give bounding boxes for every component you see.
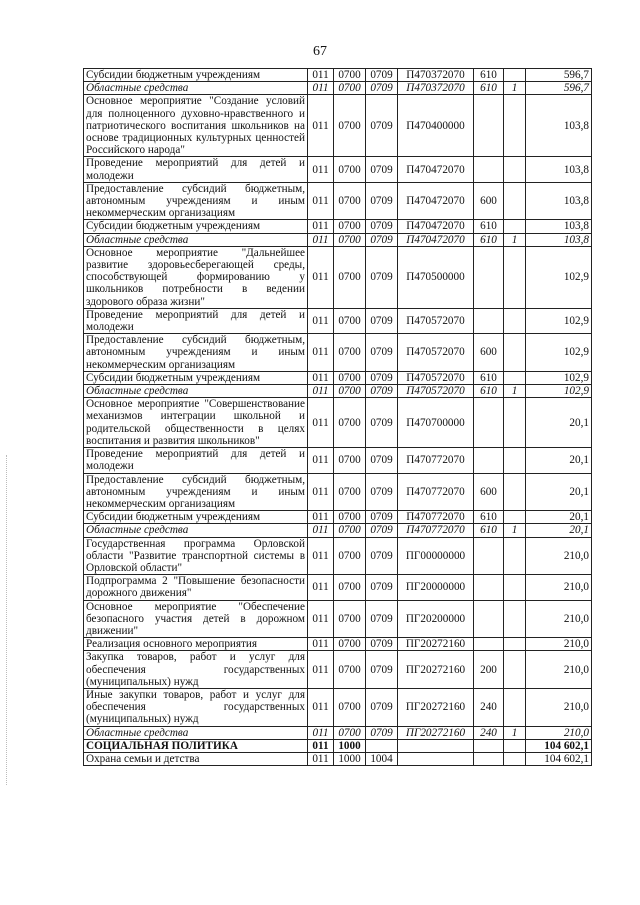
row-target-article-code: П470772070 [398, 511, 474, 524]
row-amount: 102,9 [526, 385, 592, 398]
row-section-code: 0700 [334, 473, 366, 511]
row-target-article-code: ПГ20000000 [398, 575, 474, 600]
row-funding-code: 1 [504, 524, 526, 537]
margin-marks [6, 455, 9, 785]
row-name: Областные средства [84, 726, 308, 739]
row-subsection-code: 0709 [366, 726, 398, 739]
row-target-article-code: П470772070 [398, 473, 474, 511]
row-funding-code [504, 575, 526, 600]
row-subsection-code: 0709 [366, 575, 398, 600]
row-name: Субсидии бюджетным учреждениям [84, 69, 308, 82]
row-subsection-code: 0709 [366, 233, 398, 246]
row-section-code: 0700 [334, 398, 366, 448]
row-subsection-code: 0709 [366, 600, 398, 638]
row-funding-code [504, 600, 526, 638]
row-amount: 103,8 [526, 95, 592, 157]
row-amount: 102,9 [526, 246, 592, 308]
row-subsection-code: 0709 [366, 638, 398, 651]
table-row [84, 448, 592, 473]
row-subsection-code: 0709 [366, 308, 398, 333]
table-row [84, 511, 592, 524]
row-name: Охрана семьи и детства [84, 752, 308, 765]
row-funding-code [504, 220, 526, 233]
row-subsection-code [366, 739, 398, 752]
row-ministry-code: 011 [308, 739, 334, 752]
row-section-code: 0700 [334, 246, 366, 308]
row-subsection-code: 0709 [366, 95, 398, 157]
table-row [84, 600, 592, 638]
row-amount: 103,8 [526, 157, 592, 182]
row-ministry-code: 011 [308, 726, 334, 739]
row-expense-type-code [474, 157, 504, 182]
table-row [84, 752, 592, 765]
row-funding-code [504, 739, 526, 752]
row-ministry-code: 011 [308, 69, 334, 82]
row-target-article-code: П470700000 [398, 398, 474, 448]
row-ministry-code: 011 [308, 651, 334, 689]
row-funding-code [504, 511, 526, 524]
row-amount: 210,0 [526, 638, 592, 651]
row-section-code: 0700 [334, 511, 366, 524]
row-expense-type-code: 240 [474, 688, 504, 726]
row-subsection-code: 0709 [366, 537, 398, 575]
row-section-code: 0700 [334, 220, 366, 233]
row-funding-code: 1 [504, 385, 526, 398]
row-subsection-code: 0709 [366, 385, 398, 398]
row-section-code: 0700 [334, 600, 366, 638]
row-expense-type-code: 600 [474, 334, 504, 372]
row-name: Основное мероприятие "Создание условий для полноценного духовно-нравственного и патриотического воспитания школьников на основе традиционных культурных ценностей Российского народа" [84, 95, 308, 157]
row-target-article-code: П470572070 [398, 334, 474, 372]
row-ministry-code: 011 [308, 246, 334, 308]
row-funding-code [504, 95, 526, 157]
row-ministry-code: 011 [308, 752, 334, 765]
row-subsection-code: 1004 [366, 752, 398, 765]
row-target-article-code: ПГ20272160 [398, 651, 474, 689]
row-expense-type-code: 600 [474, 182, 504, 220]
row-section-code: 0700 [334, 524, 366, 537]
row-ministry-code: 011 [308, 448, 334, 473]
row-name: Иные закупки товаров, работ и услуг для обеспечения государственных (муниципальных) нужд [84, 688, 308, 726]
row-ministry-code: 011 [308, 688, 334, 726]
row-target-article-code: П470572070 [398, 371, 474, 384]
table-row [84, 739, 592, 752]
row-target-article-code: П470472070 [398, 182, 474, 220]
row-ministry-code: 011 [308, 473, 334, 511]
row-amount: 596,7 [526, 82, 592, 95]
row-funding-code [504, 398, 526, 448]
row-subsection-code: 0709 [366, 334, 398, 372]
row-expense-type-code [474, 537, 504, 575]
row-amount: 20,1 [526, 524, 592, 537]
row-funding-code [504, 651, 526, 689]
row-target-article-code: П470572070 [398, 308, 474, 333]
row-section-code: 0700 [334, 95, 366, 157]
row-target-article-code: П470472070 [398, 157, 474, 182]
row-name: Областные средства [84, 233, 308, 246]
row-target-article-code: П470400000 [398, 95, 474, 157]
table-row [84, 398, 592, 448]
row-name: Проведение мероприятий для детей и молодежи [84, 308, 308, 333]
row-ministry-code: 011 [308, 95, 334, 157]
row-expense-type-code [474, 638, 504, 651]
row-amount: 210,0 [526, 600, 592, 638]
row-funding-code [504, 638, 526, 651]
row-subsection-code: 0709 [366, 651, 398, 689]
table-row [84, 537, 592, 575]
row-ministry-code: 011 [308, 371, 334, 384]
row-amount: 210,0 [526, 688, 592, 726]
row-target-article-code: П470772070 [398, 524, 474, 537]
row-funding-code [504, 688, 526, 726]
row-target-article-code: ПГ20272160 [398, 688, 474, 726]
row-funding-code: 1 [504, 726, 526, 739]
row-expense-type-code: 200 [474, 651, 504, 689]
table-row [84, 246, 592, 308]
row-subsection-code: 0709 [366, 398, 398, 448]
row-name: Основное мероприятие "Обеспечение безопасного участия детей в дорожном движении" [84, 600, 308, 638]
row-target-article-code: П470500000 [398, 246, 474, 308]
row-target-article-code: ПГ00000000 [398, 537, 474, 575]
table-row [84, 688, 592, 726]
page-number: 67 [313, 44, 327, 59]
row-name: Предоставление субсидий бюджетным, автономным учреждениям и иным некоммерческим организациям [84, 334, 308, 372]
row-expense-type-code [474, 448, 504, 473]
row-section-code: 0700 [334, 537, 366, 575]
row-subsection-code: 0709 [366, 157, 398, 182]
row-name: Закупка товаров, работ и услуг для обеспечения государственных (муниципальных) нужд [84, 651, 308, 689]
table-row [84, 575, 592, 600]
row-name: Предоставление субсидий бюджетным, автономным учреждениям и иным некоммерческим организациям [84, 182, 308, 220]
row-expense-type-code: 610 [474, 82, 504, 95]
row-ministry-code: 011 [308, 575, 334, 600]
row-amount: 104 602,1 [526, 752, 592, 765]
row-expense-type-code [474, 95, 504, 157]
row-expense-type-code [474, 752, 504, 765]
table-row [84, 385, 592, 398]
table-row [84, 651, 592, 689]
row-section-code: 0700 [334, 575, 366, 600]
row-target-article-code: ПГ20200000 [398, 600, 474, 638]
row-ministry-code: 011 [308, 511, 334, 524]
table-row [84, 182, 592, 220]
table-row [84, 233, 592, 246]
row-ministry-code: 011 [308, 82, 334, 95]
row-expense-type-code: 610 [474, 69, 504, 82]
row-expense-type-code [474, 246, 504, 308]
row-target-article-code: П470472070 [398, 220, 474, 233]
row-funding-code [504, 308, 526, 333]
row-subsection-code: 0709 [366, 182, 398, 220]
row-name: Субсидии бюджетным учреждениям [84, 511, 308, 524]
row-amount: 102,9 [526, 371, 592, 384]
row-ministry-code: 011 [308, 233, 334, 246]
budget-table-body [84, 69, 592, 766]
row-target-article-code: П470772070 [398, 448, 474, 473]
row-amount: 210,0 [526, 537, 592, 575]
row-section-code: 0700 [334, 82, 366, 95]
row-expense-type-code: 610 [474, 511, 504, 524]
row-target-article-code: П470472070 [398, 233, 474, 246]
row-expense-type-code: 610 [474, 524, 504, 537]
row-subsection-code: 0709 [366, 473, 398, 511]
row-amount: 210,0 [526, 726, 592, 739]
row-ministry-code: 011 [308, 524, 334, 537]
row-expense-type-code [474, 575, 504, 600]
row-section-code: 0700 [334, 448, 366, 473]
row-name: Субсидии бюджетным учреждениям [84, 371, 308, 384]
row-target-article-code: П470372070 [398, 69, 474, 82]
table-row [84, 157, 592, 182]
row-amount: 102,9 [526, 334, 592, 372]
table-row [84, 524, 592, 537]
row-funding-code [504, 182, 526, 220]
row-amount: 210,0 [526, 575, 592, 600]
table-row [84, 473, 592, 511]
row-funding-code [504, 69, 526, 82]
row-funding-code [504, 334, 526, 372]
row-section-code: 0700 [334, 69, 366, 82]
row-section-code: 1000 [334, 752, 366, 765]
table-row [84, 220, 592, 233]
row-subsection-code: 0709 [366, 524, 398, 537]
row-funding-code [504, 473, 526, 511]
row-name: Проведение мероприятий для детей и молодежи [84, 157, 308, 182]
row-ministry-code: 011 [308, 220, 334, 233]
row-name: Субсидии бюджетным учреждениям [84, 220, 308, 233]
row-section-code: 0700 [334, 334, 366, 372]
row-subsection-code: 0709 [366, 220, 398, 233]
table-row [84, 334, 592, 372]
table-row [84, 308, 592, 333]
row-expense-type-code: 610 [474, 233, 504, 246]
row-section-code: 1000 [334, 739, 366, 752]
row-amount: 20,1 [526, 473, 592, 511]
row-ministry-code: 011 [308, 308, 334, 333]
row-subsection-code: 0709 [366, 246, 398, 308]
row-expense-type-code: 610 [474, 385, 504, 398]
row-amount: 596,7 [526, 69, 592, 82]
row-target-article-code [398, 752, 474, 765]
row-funding-code [504, 752, 526, 765]
row-funding-code [504, 371, 526, 384]
row-name: Областные средства [84, 82, 308, 95]
row-ministry-code: 011 [308, 182, 334, 220]
row-expense-type-code [474, 739, 504, 752]
row-section-code: 0700 [334, 638, 366, 651]
row-funding-code: 1 [504, 233, 526, 246]
row-ministry-code: 011 [308, 334, 334, 372]
row-section-code: 0700 [334, 385, 366, 398]
row-subsection-code: 0709 [366, 511, 398, 524]
row-name: Областные средства [84, 524, 308, 537]
row-amount: 104 602,1 [526, 739, 592, 752]
row-section-code: 0700 [334, 308, 366, 333]
row-funding-code [504, 246, 526, 308]
row-name: Областные средства [84, 385, 308, 398]
row-amount: 103,8 [526, 233, 592, 246]
row-section-code: 0700 [334, 651, 366, 689]
row-section-code: 0700 [334, 371, 366, 384]
row-ministry-code: 011 [308, 638, 334, 651]
row-subsection-code: 0709 [366, 448, 398, 473]
row-ministry-code: 011 [308, 385, 334, 398]
row-ministry-code: 011 [308, 600, 334, 638]
row-expense-type-code: 610 [474, 371, 504, 384]
row-expense-type-code [474, 308, 504, 333]
row-funding-code [504, 157, 526, 182]
row-amount: 210,0 [526, 651, 592, 689]
row-funding-code: 1 [504, 82, 526, 95]
table-row [84, 69, 592, 82]
table-row [84, 371, 592, 384]
row-section-code: 0700 [334, 688, 366, 726]
row-expense-type-code: 240 [474, 726, 504, 739]
table-row [84, 638, 592, 651]
row-section-code: 0700 [334, 157, 366, 182]
row-section-code: 0700 [334, 726, 366, 739]
table-row [84, 82, 592, 95]
row-name: Основное мероприятие "Дальнейшее развитие здоровьесберегающей среды, способствующей формированию у школьников потребности в ведении здорового образа жизни" [84, 246, 308, 308]
row-subsection-code: 0709 [366, 69, 398, 82]
row-subsection-code: 0709 [366, 82, 398, 95]
row-amount: 103,8 [526, 220, 592, 233]
row-funding-code [504, 448, 526, 473]
row-subsection-code: 0709 [366, 688, 398, 726]
row-target-article-code [398, 739, 474, 752]
row-name: Реализация основного мероприятия [84, 638, 308, 651]
row-ministry-code: 011 [308, 398, 334, 448]
row-section-code: 0700 [334, 182, 366, 220]
row-amount: 20,1 [526, 448, 592, 473]
row-ministry-code: 011 [308, 157, 334, 182]
row-subsection-code: 0709 [366, 371, 398, 384]
budget-table [83, 68, 592, 766]
row-name: Предоставление субсидий бюджетным, автономным учреждениям и иным некоммерческим организациям [84, 473, 308, 511]
row-amount: 20,1 [526, 398, 592, 448]
row-target-article-code: ПГ20272160 [398, 726, 474, 739]
row-target-article-code: П470372070 [398, 82, 474, 95]
row-name: Подпрограмма 2 "Повышение безопасности дорожного движения" [84, 575, 308, 600]
row-funding-code [504, 537, 526, 575]
row-amount: 103,8 [526, 182, 592, 220]
row-name: Проведение мероприятий для детей и молодежи [84, 448, 308, 473]
row-ministry-code: 011 [308, 537, 334, 575]
row-expense-type-code: 610 [474, 220, 504, 233]
row-expense-type-code [474, 398, 504, 448]
row-target-article-code: ПГ20272160 [398, 638, 474, 651]
row-name: СОЦИАЛЬНАЯ ПОЛИТИКА [84, 739, 308, 752]
row-expense-type-code: 600 [474, 473, 504, 511]
row-target-article-code: П470572070 [398, 385, 474, 398]
row-amount: 102,9 [526, 308, 592, 333]
table-row [84, 95, 592, 157]
row-expense-type-code [474, 600, 504, 638]
row-name: Основное мероприятие "Совершенствование механизмов интеграции школьной и родительской общественности в целях воспитания и развития школьников" [84, 398, 308, 448]
row-name: Государственная программа Орловской области "Развитие транспортной системы в Орловской области" [84, 537, 308, 575]
table-row [84, 726, 592, 739]
row-amount: 20,1 [526, 511, 592, 524]
row-section-code: 0700 [334, 233, 366, 246]
